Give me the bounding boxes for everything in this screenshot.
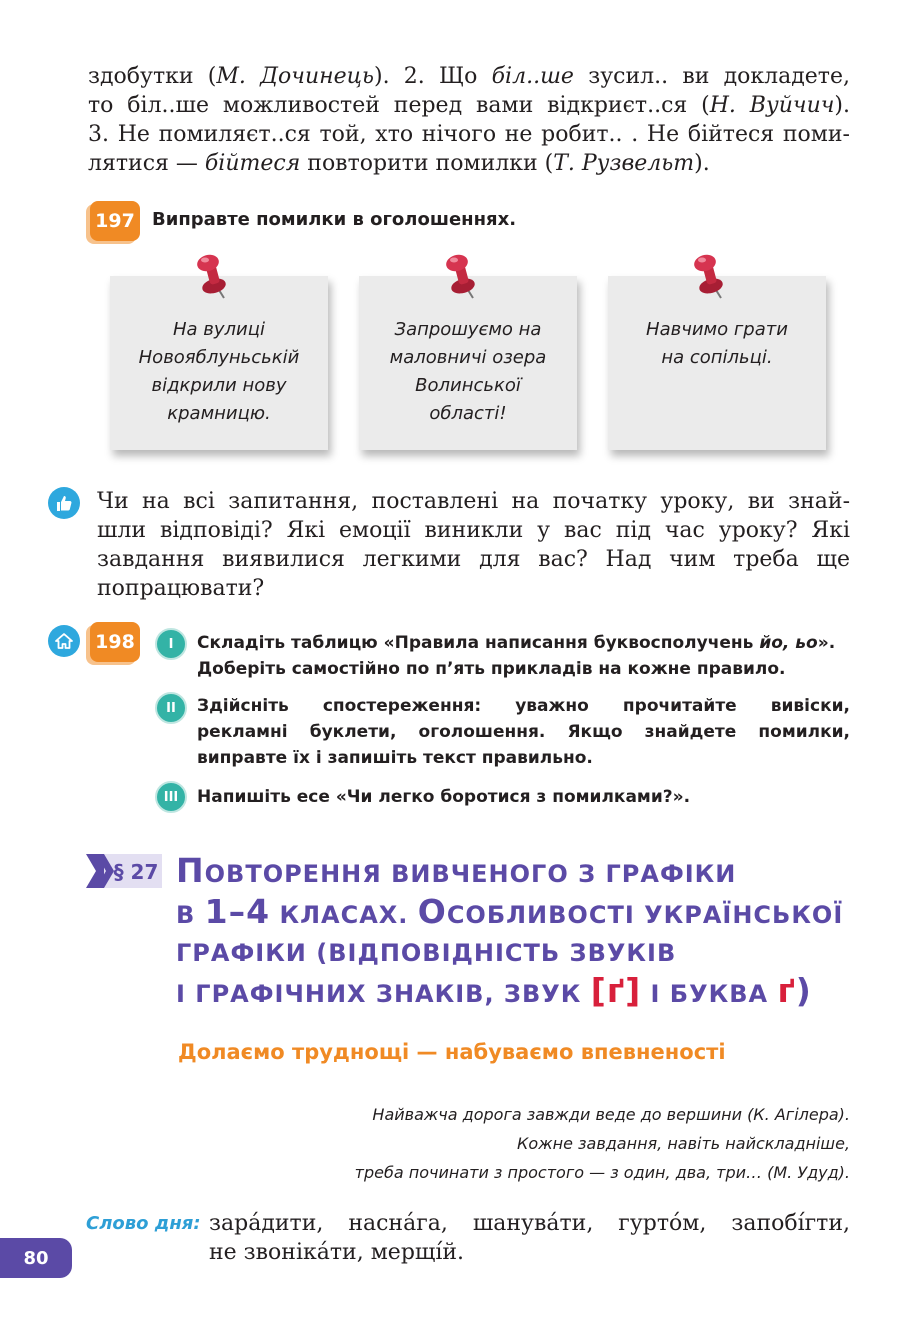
word-of-day-label: Слово дня: (86, 1213, 201, 1234)
level-badge: III (155, 781, 187, 813)
reflection-text: Чи на всі запитання, поставлені на початку уроку, ви знай- шли відповіді? Які емоції виникли у вас під час уроку? Які завдання виявилися легкими для вас? Над чим треба ще попрацювати? (97, 489, 850, 601)
announcement-note: Запрошуємо на маловничі озера Волинської області! (359, 276, 577, 450)
homework-task: Здійсніть спостереження: уважно прочитайте вивіски, рекламні буклети, оголошення. Якщо знайдете помилки, виправте їх і запишіть текст правильно. (197, 696, 850, 768)
page-number: 80 (0, 1238, 72, 1278)
intro-paragraph (88, 62, 850, 178)
section-subheading: Долаємо труднощі — набуваємо впевненості (178, 1040, 726, 1064)
exercise-title: Виправте помилки в оголошеннях. (152, 209, 517, 230)
level-badge: II (155, 692, 187, 724)
thumbs-up-icon (48, 487, 80, 519)
section-number: § 27 (113, 860, 159, 884)
epigraph-quotes (355, 1100, 850, 1187)
home-icon (48, 625, 80, 657)
paragraph-line: здобутки (М. Дочинець). 2. Що біл..ше зусил.. ви докладете, (88, 64, 850, 89)
push-pin-icon (184, 252, 244, 304)
quote-line: треба починати з простого — з один, два, три… (М. Удуд). (354, 1163, 850, 1182)
quote-line: Найважча дорога завжди веде до вершини (К. Агілера). (372, 1105, 850, 1124)
author-name: М. Дочинець (216, 64, 374, 89)
quote-line: Кожне завдання, навіть найскладніше, (517, 1134, 850, 1153)
paragraph-line: 3. Не помиляєт..ся той, хто нічого не робит.. . Не бійтеся поми- (88, 122, 850, 147)
author-name: Т. Рузвельт (553, 151, 695, 176)
push-pin-icon (433, 252, 493, 304)
level-badge: I (155, 628, 187, 660)
section-title: ПОВТОРЕННЯ ВИВЧЕНОГО З ГРАФІКИ В 1–4 КЛАСАХ. ОСОБЛИВОСТІ УКРАЇНСЬКОЇ ГРАФІКИ (ВІДПОВІДНІСТЬ ЗВУКІВ І ГРАФІЧНИХ ЗНАКІВ, ЗВУК [ґ] І БУКВА ґ) (176, 851, 844, 1010)
paragraph-line: то біл..ше можливостей перед вами відкриєт..ся (Н. Вуйчич). (88, 93, 850, 118)
exercise-number-badge: 198 (90, 622, 140, 662)
author-name: Н. Вуйчич (709, 93, 835, 118)
word-of-day-list: зара́дити, насна́га, шанува́ти, гурто́м, запобі́гти, не звоніка́ти, мерщі́й. (209, 1211, 850, 1265)
homework-task: Напишіть есе «Чи легко боротися з помилками?». (197, 787, 691, 807)
push-pin-icon (681, 252, 741, 304)
section-badge (86, 854, 162, 888)
homework-task: Складіть таблицю «Правила написання буквосполучень йо, ьо». Доберіть самостійно по п’ять прикладів на кожне правило. (197, 633, 836, 679)
exercise-number-badge: 197 (90, 201, 140, 241)
paragraph-line: лятися — бійтеся повторити помилки (Т. Рузвельт). (88, 151, 710, 176)
announcement-note: На вулиці Новояблуньській відкрили нову крамницю. (110, 276, 328, 450)
announcement-note: Навчимо грати на сопільці. (608, 276, 826, 450)
